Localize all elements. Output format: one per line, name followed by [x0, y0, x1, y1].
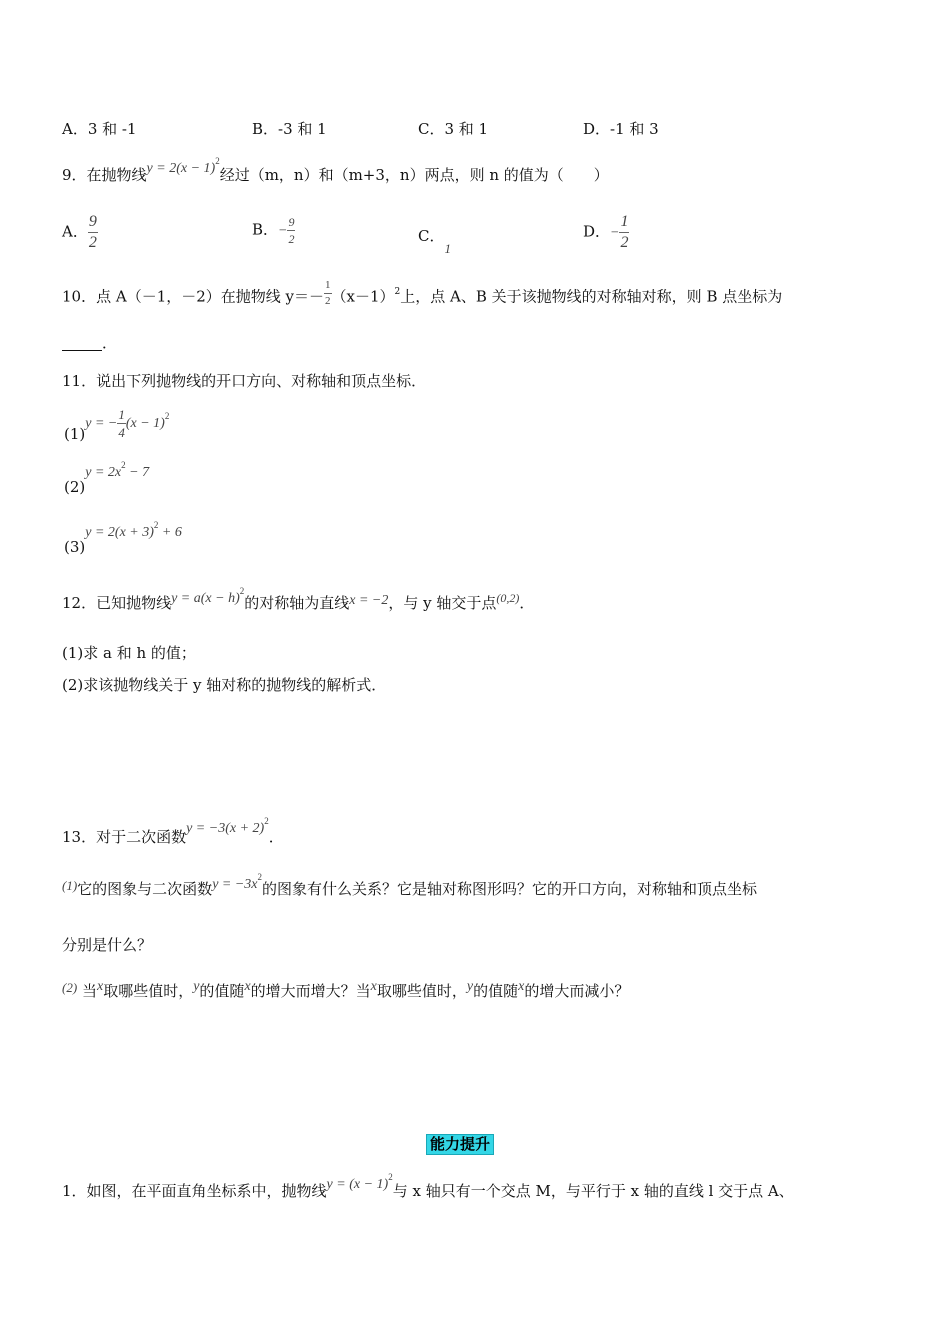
- section-title-ability: 能力提升: [426, 1134, 494, 1155]
- q8-option-a: A．3 和 -1: [62, 120, 137, 138]
- q8-option-b: B．-3 和 1: [252, 120, 327, 138]
- q9-option-b: B．− $\frac{9}{2}$: [252, 215, 295, 246]
- q11-item-2: $(2)y = 2x^2 - 7$: [64, 460, 150, 496]
- question-13: 13．对于二次函数$y = -3(x + 2)^2$．: [62, 816, 284, 846]
- q13-sub-1: (1)它的图象与二次函数$y = -3x^2$的图象有什么关系？它是轴对称图形吗？它的开口方向，对称轴和顶点坐标: [62, 872, 758, 898]
- question-12: 12．已知抛物线$y = a(x - h)^2$的对称轴为直线x = −2，与 y 轴交于点$^{(0,2)}$．: [62, 586, 535, 612]
- q13-sub-2: (2) 当x取哪些值时，y的值随x的增大而增大？当x取哪些值时，y的值随x的增大而减小？: [62, 979, 630, 1000]
- q13-sub-1-cont: 分别是什么？: [62, 936, 153, 954]
- q10-fraction: $\frac{1}{2}$: [325, 279, 331, 307]
- q8-option-c: C．3 和 1: [418, 120, 489, 138]
- q11-item-1: (1)y = − $\frac{1}{4}$ $(x - 1)^2$: [64, 407, 170, 443]
- q12-sub-1: (1)求 a 和 h 的值；: [62, 644, 196, 662]
- q10-answer-blank[interactable]: ．: [62, 336, 117, 351]
- q9-equation: $y = 2(x - 1)^2$: [146, 156, 220, 176]
- question-10: 10．点 A（－1，－2）在抛物线 y＝－ $\frac{1}{2}$ $(x-1)^2$上，点 A、B 关于该抛物线的对称轴对称，则 B 点坐标为: [62, 279, 783, 307]
- exercise-1: 1．如图，在平面直角坐标系中，抛物线$y = (x - 1)^2$与 x 轴只有一个交点 M，与平行于 x 轴的直线 l 交于点 A、: [62, 1172, 794, 1200]
- q11-item-3: $(3)y = 2(x + 3)^2 + 6$: [64, 520, 182, 556]
- q9-option-d: D．− $\frac{1}{2}$: [583, 213, 629, 251]
- q9-prefix: 9．在抛物线: [62, 166, 147, 184]
- q9-suffix: 经过（m，n）和（m+3，n）两点，则 n 的值为（ ）: [219, 166, 609, 184]
- q9-option-a: A． $\frac{9}{2}$: [62, 213, 97, 251]
- question-9: [62, 156, 609, 184]
- q8-option-d: D．-1 和 3: [583, 120, 659, 138]
- q12-sub-2: (2)求该抛物线关于 y 轴对称的抛物线的解析式．: [62, 676, 387, 694]
- q9-option-c: C．1: [418, 227, 451, 256]
- q11-title: 11．说出下列抛物线的开口方向、对称轴和顶点坐标．: [62, 372, 427, 390]
